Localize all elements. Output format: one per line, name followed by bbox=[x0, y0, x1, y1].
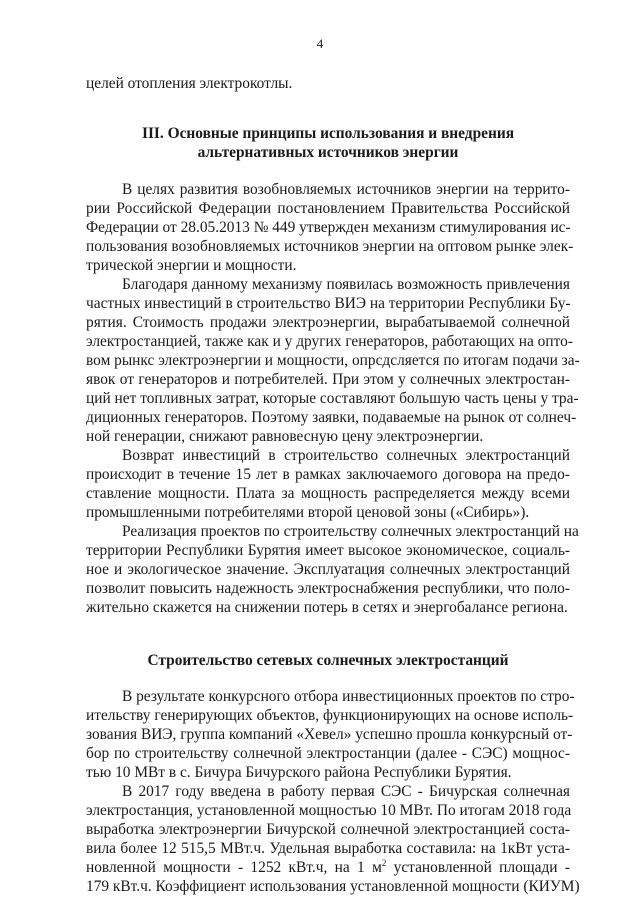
paragraph-line: Возврат инвестиций в строительство солнечных электростанций bbox=[122, 446, 570, 464]
superscript-exponent: 2 bbox=[381, 858, 387, 868]
paragraph-line: происходит в течение 15 лет в рамках заключаемого договора на предо- bbox=[86, 465, 570, 483]
paragraph-line: электростанцией, также как и у других генераторов, работающих на опто- bbox=[86, 332, 573, 350]
paragraph-line: ставление мощности. Плата за мощность распределяется между всеми bbox=[86, 484, 570, 502]
paragraph-line: частных инвестиций в строительство ВИЭ на территории Республики Бу- bbox=[86, 294, 571, 312]
paragraph-line: рии Российской Федерации постановлением Правительства Российской bbox=[86, 199, 570, 217]
page-number: 4 bbox=[316, 36, 324, 51]
section-title-line-2: альтернативных источников энергии bbox=[197, 144, 459, 162]
paragraph-line: жительно скажется на снижении потерь в сетях и энергобалансе региона. bbox=[86, 598, 568, 616]
paragraph-line: зования ВИЭ, группа компаний «Хевел» успешно прошла конкурсный от- bbox=[86, 725, 573, 743]
subsection-title: Строительство сетевых солнечных электростанций bbox=[147, 651, 509, 669]
paragraph-line: диционных генераторов. Поэтому заявки, подаваемые на рынок от солнеч- bbox=[86, 408, 577, 426]
paragraph-line: ций нет топливных затрат, которые составляют большую часть цены у тра- bbox=[86, 389, 579, 407]
paragraph-line: явок от генераторов и потребителей. При этом у солнечных электростан- bbox=[86, 370, 570, 388]
paragraph-line: Благодаря данному механизму появилась возможность привлечения bbox=[122, 275, 570, 293]
paragraph-line: тью 10 МВт в с. Бичура Бичурского района Республики Бурятия. bbox=[86, 764, 512, 781]
paragraph-line: промышленными потребителями второй ценовой зоны («Сибирь»). bbox=[86, 503, 530, 521]
intro-line: целей отопления электрокотлы. bbox=[86, 75, 293, 92]
paragraph-line: рятия. Стоимость продажи электроэнергии, вырабатываемой солнечной bbox=[86, 313, 570, 331]
paragraph-line: электростанция, установленной мощностью 10 МВт. По итогам 2018 года bbox=[86, 802, 572, 819]
paragraph-line: Реализация проектов по строительству солнечных электростанций на bbox=[122, 522, 579, 540]
paragraph-line: В результате конкурсного отбора инвестиционных проектов по стро- bbox=[122, 687, 575, 705]
section-title-line-1: III. Основные принципы использования и внедрения bbox=[141, 125, 515, 143]
text-fragment: установленной площади - bbox=[386, 859, 570, 876]
paragraph-line: территории Республики Бурятия имеет высокое экономическое, социаль- bbox=[86, 541, 570, 559]
paragraph-line: трической энергии и мощности. bbox=[86, 256, 297, 274]
paragraph-line: ительству генерирующих объектов, функционирующих на основе исполь- bbox=[86, 706, 574, 724]
paragraph-line: бор по строительству солнечной электростанции (далее - СЭС) мощнос- bbox=[86, 745, 570, 762]
paragraph-line: В 2017 году введена в работу первая СЭС - Бичурская солнечная bbox=[122, 783, 570, 800]
paragraph-line: ное и экологическое значение. Эксплуатация солнечных электростанций bbox=[86, 560, 570, 578]
paragraph-line: ной генерации, снижают равновесную цену электроэнергии. bbox=[86, 427, 484, 445]
paragraph-line: 179 кВт.ч. Коэффициент использования установленной мощности (КИУМ) bbox=[86, 878, 580, 895]
paragraph-line: пользования возобновляемых источников энергии на оптовом рынке элек- bbox=[86, 237, 574, 255]
text-fragment: новленной мощности - 1252 кВт.ч, на 1 м bbox=[86, 859, 382, 876]
paragraph-line: вила более 12 515,5 МВт.ч. Удельная выработка составила: на 1кВт уста- bbox=[86, 840, 570, 857]
paragraph-line bbox=[86, 858, 570, 878]
paragraph-line: В целях развития возобновляемых источников энергии на террито- bbox=[122, 180, 570, 198]
paragraph-line: выработка электроэнергии Бичурской солнечной электростанцией соста- bbox=[86, 821, 570, 838]
paragraph-line: позволит повысить надежность электроснабжения республики, что поло- bbox=[86, 579, 570, 597]
paragraph-line: вом рынкс электроэнергии и мощности, опрсдсляется по итогам подачи за- bbox=[86, 351, 580, 369]
paragraph-line: Федерации от 28.05.2013 № 449 утвержден механизм стимулирования ис- bbox=[86, 218, 571, 236]
